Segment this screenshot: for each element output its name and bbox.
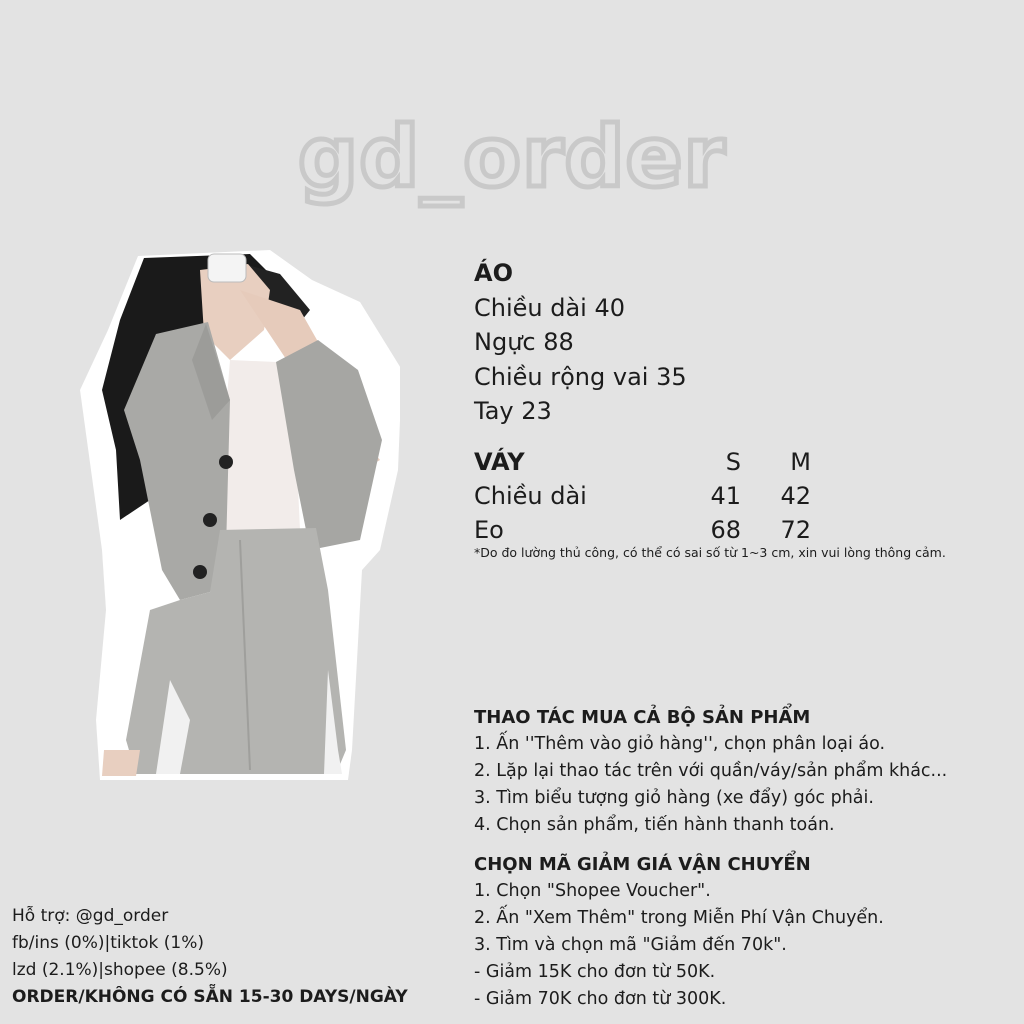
skirt-row-s: 41 bbox=[710, 482, 741, 510]
skirt-header-row bbox=[474, 448, 819, 482]
skirt-title: VÁY bbox=[474, 448, 525, 476]
skirt-row-length bbox=[474, 482, 819, 516]
buy-step: 3. Tìm biểu tượng giỏ hàng (xe đẩy) góc phải. bbox=[474, 788, 874, 808]
buy-steps-title: THAO TÁC MUA CẢ BỘ SẢN PHẨM bbox=[474, 707, 811, 728]
model-photo bbox=[80, 250, 400, 780]
buy-step: 2. Lặp lại thao tác trên với quần/váy/sản phẩm khác... bbox=[474, 761, 948, 781]
size-m-header: M bbox=[790, 448, 811, 476]
top-title: ÁO bbox=[474, 259, 513, 287]
support-line: fb/ins (0%)|tiktok (1%) bbox=[12, 933, 205, 953]
voucher-step: - Giảm 70K cho đơn từ 300K. bbox=[474, 989, 727, 1009]
skirt-row-label: Eo bbox=[474, 516, 504, 544]
voucher-step: 3. Tìm và chọn mã "Giảm đến 70k". bbox=[474, 935, 787, 955]
top-line: Chiều rộng vai 35 bbox=[474, 362, 687, 391]
top-line: Chiều dài 40 bbox=[474, 293, 626, 322]
buy-step: 1. Ấn ''Thêm vào giỏ hàng'', chọn phân loại áo. bbox=[474, 734, 886, 754]
skirt-row-m: 42 bbox=[780, 482, 811, 510]
top-line: Tay 23 bbox=[474, 397, 552, 425]
support-line: lzd (2.1%)|shopee (8.5%) bbox=[12, 960, 228, 980]
support-info bbox=[12, 903, 408, 1011]
skirt-row-label: Chiều dài bbox=[474, 482, 587, 510]
skirt-row-m: 72 bbox=[780, 516, 811, 544]
voucher-step: 2. Ấn "Xem Thêm" trong Miễn Phí Vận Chuyển. bbox=[474, 908, 884, 928]
voucher-step: 1. Chọn "Shopee Voucher". bbox=[474, 881, 711, 901]
top-line: Ngực 88 bbox=[474, 328, 574, 356]
skirt-row-s: 68 bbox=[710, 516, 741, 544]
size-s-header: S bbox=[725, 448, 741, 476]
measurement-note: *Do đo lường thủ công, có thể có sai số từ 1~3 cm, xin vui lòng thông cảm. bbox=[474, 545, 946, 560]
brand-logo: gd_order bbox=[298, 108, 726, 206]
voucher-step: - Giảm 15K cho đơn từ 50K. bbox=[474, 962, 716, 982]
voucher-steps bbox=[474, 851, 884, 1013]
buy-steps bbox=[474, 704, 947, 839]
buy-step: 4. Chọn sản phẩm, tiến hành thanh toán. bbox=[474, 815, 835, 835]
top-measurements bbox=[474, 256, 687, 429]
order-note: ORDER/KHÔNG CÓ SẴN 15-30 DAYS/NGÀY bbox=[12, 987, 408, 1007]
support-line: Hỗ trợ: @gd_order bbox=[12, 906, 169, 926]
voucher-steps-title: CHỌN MÃ GIẢM GIÁ VẬN CHUYỂN bbox=[474, 854, 811, 875]
